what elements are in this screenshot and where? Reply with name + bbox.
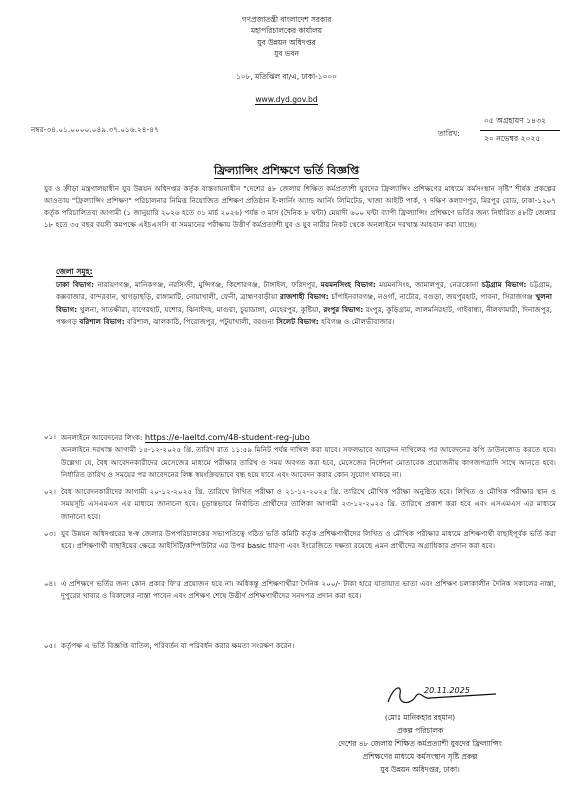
application-link[interactable]: https://e-laeltd.com/48-student-reg-jubo	[144, 432, 310, 442]
district-names: চট্টগ্রাম, কক্সবাজার, বান্দরবান, খাগড়াছড়ি, রাঙ্গামাটি, নোয়াখালী, ফেনী, ব্রাহ্মণবাড়ীয়া	[56, 280, 553, 302]
item-text: যুব উন্নয়ন অধিদপ্তরের স্ব-স্ব জেলার উপপরিচালকের সভাপতিত্বে গঠিত ভর্তি কমিটি কর্তৃক প্রশিক্ষণার্থীদের লিখিত ও মৌখিক পরীক্ষার মাধ্যমে প্রশিক্ষণার্থী বাছাইপূর্বক ভর্তি করা হবে। প্রশিক্ষণার্থী বাছাইয়ের ক্ষেত্রে আইসিটি/কম্পিউটার এর উপর basic ধারণা এবং ইংরেজিতে দক্ষতা রয়েছে এমন প্রার্থীদের অগ্রাধিকার প্রদান করা হবে।	[61, 529, 556, 551]
department-title: যুব উন্নয়ন অধিদপ্তর	[257, 38, 316, 47]
item-text: অনলাইনে দরখাস্ত আগামী ১৫-১২-২০২৫ খ্রি. তারিখ রাত ১১:৫৯ মিনিট পর্যন্ত দাখিল করা যাবে। সফলভাবে আবেদন দাখিলের পর আবেদনের কপি ডাউনলোড করতে হবে। উল্লেখ্য যে, বৈধ আবেদনকারীদের মেসেজের মাধ্যমে পরীক্ষার তারিখ ও সময় অবগত করা হবে, মেসেজের নির্দেশনা মোতাবেক প্রয়োজনীয় কাগজপত্রাদি সাথে আনতে হবে। নির্ধারিত তারিখ ও সময়ের পর আবেদনের লিঙ্ক স্বয়ংক্রিয়ভাবে বন্ধ হয়ে যাবে এবং আবেদন করার কোন সুযোগ থাকবে না।	[61, 445, 556, 479]
item-number: ০২।	[44, 487, 56, 496]
item-number: ০৪।	[44, 579, 56, 588]
item-text: কর্তৃপক্ষ এ ভর্তি বিজ্ঞপ্তি বাতিল, পরিবর্তন বা পরিবর্ধন করার ক্ষমতা সংরক্ষণ করেন।	[61, 641, 295, 650]
instruction-item	[44, 528, 556, 553]
project-line-1: দেশের ৪৮ জেলায় শিক্ষিত কর্মপ্রত্যাশী যুবদের ফ্রিল্যান্সিং	[338, 739, 502, 748]
division-label: রংপুর বিভাগ:	[323, 304, 364, 314]
office-name: যুব উন্নয়ন অধিদপ্তর, ঢাকা।	[380, 765, 460, 774]
project-line-2: প্রশিক্ষণের মাধ্যমে কর্মসংস্থান সৃষ্টি প্রকল্প	[362, 752, 478, 761]
intro-paragraph: যুব ও ক্রীড়া মন্ত্রণালয়াধীন যুব উন্নয়ন অধিদপ্তর কর্তৃক বাস্তবায়নাধীন "দেশের ৪৮ জেলায় শিক্ষিত কর্মপ্রত্যাশী যুবদের ফ্রিল্যান্সিং প্রশিক্ষণের মাধ্যমে কর্মসংস্থান সৃষ্টি" শীর্ষক প্রকল্পের আওতায় "ফ্রিল্যান্সিং প্রশিক্ষণ" পরিচালনার নিমিত্ত নিয়োজিত প্রশিক্ষণ প্রতিষ্ঠান ই-লার্নিং অ্যান্ড আর্নিং লিমিটেড, খাজা আইটি পার্ক, ৭ দক্ষিণ কল্যাণপুর, মিরপুর রোড, ঢাকা-১২০৭ কর্তৃক পরিচালিতব্য আগামী (১ জানুয়ারি ২০২৬ হতে ৩১ মার্চ ২০২৬) পর্যন্ত ৩ মাস (দৈনিক ৮ ঘন্টা) মেয়াদী ৬০০ ঘন্টা ব্যাপী ফ্রিল্যান্সিং প্রশিক্ষণে ভর্তির জন্য নির্ধারিত ৪৮টি জেলার ১৮ হতে ৩৫ বছর বয়সী কমপক্ষে এইচএসসি বা সমমানের পরীক্ষায় উত্তীর্ণ কর্মপ্রত্যাশী যুব ও যুব নারীর নিকট থেকে অনলাইনে দরখাস্ত আহবান করা যাচ্ছে।	[44, 184, 556, 230]
item-text: বৈধ আবেদনকারীদের আগামী ২০-১২-২০২৫ খ্রি. তারিখে লিখিত পরীক্ষা ও ২১-১২-২০২৫ খ্রি. তারিখে মৌখিক পরীক্ষা অনুষ্ঠিত হবে। লিখিত ও মৌখিক পরীক্ষার স্থান ও সময়সূচি এসএমএস এর মাধ্যমে জানানো হবে। চূড়ান্তভাবে নির্বাচিত প্রার্থীদের তালিকা আগামী ২৩-১২-২০২৫ খ্রি. তারিখে প্রকাশ করা হবে এবং এসএমএস এর মাধ্যমে জানানো হবে।	[61, 487, 556, 521]
signatory-designation: প্রকল্প পরিচালক	[396, 726, 444, 735]
division-label: সিলেট বিভাগ:	[276, 316, 319, 326]
division-label: ঢাকা বিভাগ:	[56, 280, 94, 289]
district-names: খুলনা, সাতক্ষীরা, বাগেরহাট, যশোর, ঝিনাইদহ, মাগুরা, চুয়াডাঙ্গা, মেহেরপুর, কুষ্টিয়া,	[79, 304, 321, 314]
districts-heading: জেলা সমূহ:	[56, 267, 93, 276]
district-names: নারায়ণগঞ্জ, মানিকগঞ্জ, নরসিংদী, মুন্সিগঞ্জ, কিশোরগঞ্জ, টাঙ্গাইল, ফরিদপুর,	[97, 280, 318, 289]
division-label: রাজশাহী বিভাগ:	[280, 292, 329, 302]
district-names: চাঁপাইনবাবগঞ্জ, নওগাঁ, নাটোর, বগুড়া, জয়পুরহাট, পাবনা, সিরাজগঞ্জ	[331, 292, 533, 302]
division-label: বরিশাল বিভাগ:	[79, 316, 125, 326]
item-number: ০৩।	[44, 529, 56, 538]
link-lead: অনলাইনে আবেদনের লিংক:	[61, 433, 143, 442]
office-title: মহাপরিচালকের কার্যালয়	[250, 26, 323, 35]
svg-text:20.11.2025: 20.11.2025	[424, 686, 470, 695]
item-text: এ প্রশিক্ষণে ভর্তির জন্য কোন প্রকার ফি'র প্রয়োজন হবে না। অধিকন্তু প্রশিক্ষণার্থীরা দৈনিক ২০০/- টাকা হারে যাতায়াত ভাতা এবং প্রশিক্ষণ চলাকালীন দৈনিক সকালের নাস্তা, দুপুরের খাবার ও বিকালের নাস্তা পাবেন এবং প্রশিক্ষণ শেষে উত্তীর্ণ প্রশিক্ষণার্থীদের সনদপত্র প্রদান করা হবে।	[61, 579, 556, 601]
instruction-item	[44, 578, 556, 603]
instruction-item	[44, 431, 556, 481]
instruction-item	[44, 486, 556, 523]
signatory-name: (মোঃ মানিকহার রহমান)	[384, 713, 456, 722]
govt-title: গণপ্রজাতন্ত্রী বাংলাদেশ সরকার	[241, 15, 332, 24]
handwritten-signature	[380, 680, 500, 710]
item-number: ০১।	[44, 432, 56, 441]
date-english: ২০ নভেম্বর ২০২৫	[484, 134, 541, 143]
website-link[interactable]: www.dyd.gov.bd	[255, 95, 318, 104]
item-number: ০৫।	[44, 641, 56, 650]
date-label: তারিখ:	[438, 129, 460, 138]
instruction-item	[44, 640, 556, 652]
division-label: চট্টগ্রাম বিভাগ:	[481, 280, 527, 289]
building-name: যুব ভবন	[274, 49, 299, 58]
notice-title: ফ্রিল্যান্সিং প্রশিক্ষণে ভর্তি বিজ্ঞপ্তি	[213, 164, 360, 177]
district-names: রংপুর, কুড়িগ্রাম, লালমনিরহাট, গাইবান্ধা, নীলফামারী, দিনাজপুর, পঞ্চগড়	[56, 304, 552, 326]
date-bangla: ০৫ অগ্রহায়ণ ১৪৩২	[480, 115, 560, 131]
district-names: বরিশাল, ঝালকাঠি, পিরোজপুর, পটুয়াখালী, বরগুনা	[126, 316, 274, 326]
date-box	[480, 115, 560, 146]
division-label: ময়মনসিংহ বিভাগ:	[320, 280, 376, 289]
district-names: হবিগঞ্জ ও মৌলভীবাজার।	[321, 316, 395, 326]
memo-number: নম্বর-৩৪.০১.০০০০.০৪৯.৩৭.০১৬.২৪-৪৭	[31, 125, 159, 134]
district-names: ময়মনসিংহ, জামালপুর, নেত্রকোনা	[379, 280, 479, 289]
districts-list	[56, 279, 552, 328]
division-label: খুলনা বিভাগ:	[56, 292, 552, 314]
office-address: ১০৮, মতিঝিল বা/এ, ঢাকা-১০০০	[235, 72, 337, 81]
